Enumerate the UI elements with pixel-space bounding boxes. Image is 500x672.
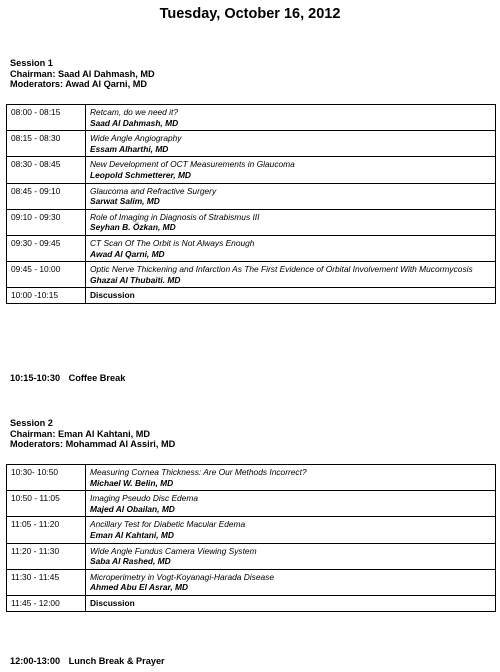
schedule-row: [7, 595, 496, 611]
talk-title: Imaging Pseudo Disc Edema: [90, 493, 198, 504]
session-2-label: Session 2: [10, 418, 53, 428]
speaker-name: Ahmed Abu El Asrar, MD: [90, 582, 189, 593]
talk-cell: [86, 491, 496, 517]
coffee-break: [10, 373, 125, 383]
session-1-table: [6, 104, 496, 304]
page-title: Tuesday, October 16, 2012: [159, 6, 341, 22]
time-slot: 10:30- 10:50: [7, 465, 86, 491]
time-slot: 09:45 - 10:00: [7, 262, 86, 288]
talk-cell: [86, 288, 496, 304]
talk-title: Wide Angle Fundus Camera Viewing System: [90, 545, 257, 556]
speaker-name: Saba Al Rashed, MD: [90, 556, 171, 567]
lunch-break-time: 12:00-13:00: [10, 656, 61, 666]
speaker-name: Eman Al Kahtani, MD: [90, 529, 174, 540]
speaker-name: Leopold Schmetterer, MD: [90, 169, 191, 180]
coffee-break-label: Coffee Break: [68, 373, 126, 383]
schedule-row: [7, 288, 496, 304]
talk-cell: [86, 235, 496, 261]
talk-cell: [86, 157, 496, 183]
time-slot: 10:50 - 11:05: [7, 491, 86, 517]
time-slot: 11:45 - 12:00: [7, 595, 86, 611]
talk-title: CT Scan Of The Orbit is Not Always Enough: [90, 237, 255, 248]
talk-cell: [86, 517, 496, 543]
discussion-label: Discussion: [90, 290, 135, 301]
schedule-row: [7, 491, 496, 517]
time-slot: 11:05 - 11:20: [7, 517, 86, 543]
schedule-row: [7, 131, 496, 157]
speaker-name: Majed Al Obailan, MD: [90, 503, 175, 514]
talk-title: Ancillary Test for Diabetic Macular Edema: [90, 519, 246, 530]
talk-cell: [86, 595, 496, 611]
talk-title: Retcam, do we need it?: [90, 107, 178, 117]
talk-title: Optic Nerve Thickening and Infarction As The First Evidence of Orbital Involvement With Mucormycosis: [90, 264, 473, 275]
schedule-row: [7, 517, 496, 543]
lunch-break: [10, 656, 165, 666]
speaker-name: Ghazai Al Thubaiti. MD: [90, 274, 181, 285]
lunch-break-label: Lunch Break & Prayer: [68, 656, 165, 666]
time-slot: 09:10 - 09:30: [7, 209, 86, 235]
session-2-chairman: Chairman: Eman Al Kahtani, MD: [10, 428, 151, 439]
speaker-name: Saad Al Dahmash, MD: [90, 117, 179, 128]
schedule-row: [7, 183, 496, 209]
speaker-name: Awad Al Qarni, MD: [90, 248, 165, 259]
talk-title: Role of Imaging in Diagnosis of Strabismus III: [90, 211, 260, 222]
session-1-chairman: Chairman: Saad Al Dahmash, MD: [10, 68, 155, 79]
time-slot: 09:30 - 09:45: [7, 235, 86, 261]
talk-cell: [86, 131, 496, 157]
talk-cell: [86, 209, 496, 235]
schedule-row: [7, 209, 496, 235]
session-2-header: [10, 418, 175, 450]
speaker-name: Essam Alharthi, MD: [90, 143, 169, 154]
talk-title: Glaucoma and Refractive Surgery: [90, 185, 217, 196]
speaker-name: Seyhan B. Özkan, MD: [90, 222, 176, 233]
talk-cell: [86, 183, 496, 209]
speaker-name: Sarwat Salim, MD: [90, 196, 160, 207]
time-slot: 08:45 - 09:10: [7, 183, 86, 209]
speaker-name: Michael W. Belin, MD: [90, 477, 174, 488]
discussion-label: Discussion: [90, 597, 135, 608]
schedule-row: [7, 543, 496, 569]
session-2-moderators: Moderators: Mohammad Al Assiri, MD: [10, 439, 176, 449]
time-slot: 08:15 - 08:30: [7, 131, 86, 157]
schedule-row: [7, 157, 496, 183]
session-2-table: [6, 464, 496, 612]
schedule-row: [7, 105, 496, 131]
talk-cell: [86, 569, 496, 595]
time-slot: 11:30 - 11:45: [7, 569, 86, 595]
time-slot: 11:20 - 11:30: [7, 543, 86, 569]
schedule-row: [7, 569, 496, 595]
session-1-label: Session 1: [10, 58, 53, 68]
coffee-break-time: 10:15-10:30: [10, 373, 61, 383]
time-slot: 10:00 -10:15: [7, 288, 86, 304]
session-1-moderators: Moderators: Awad Al Qarni, MD: [10, 79, 147, 89]
talk-title: Wide Angle Angiography: [90, 133, 182, 144]
time-slot: 08:00 - 08:15: [7, 105, 86, 131]
schedule-row: [7, 465, 496, 491]
talk-title: Microperimetry in Vogt-Koyanagi-Harada Disease: [90, 571, 275, 582]
talk-title: New Development of OCT Measurements in Glaucoma: [90, 159, 295, 170]
schedule-row: [7, 262, 496, 288]
schedule-row: [7, 235, 496, 261]
talk-cell: [86, 262, 496, 288]
talk-title: Measuring Cornea Thickness: Are Our Methods Incorrect?: [90, 467, 307, 477]
session-1-header: [10, 58, 155, 90]
talk-cell: [86, 105, 496, 131]
time-slot: 08:30 - 08:45: [7, 157, 86, 183]
talk-cell: [86, 543, 496, 569]
talk-cell: [86, 465, 496, 491]
